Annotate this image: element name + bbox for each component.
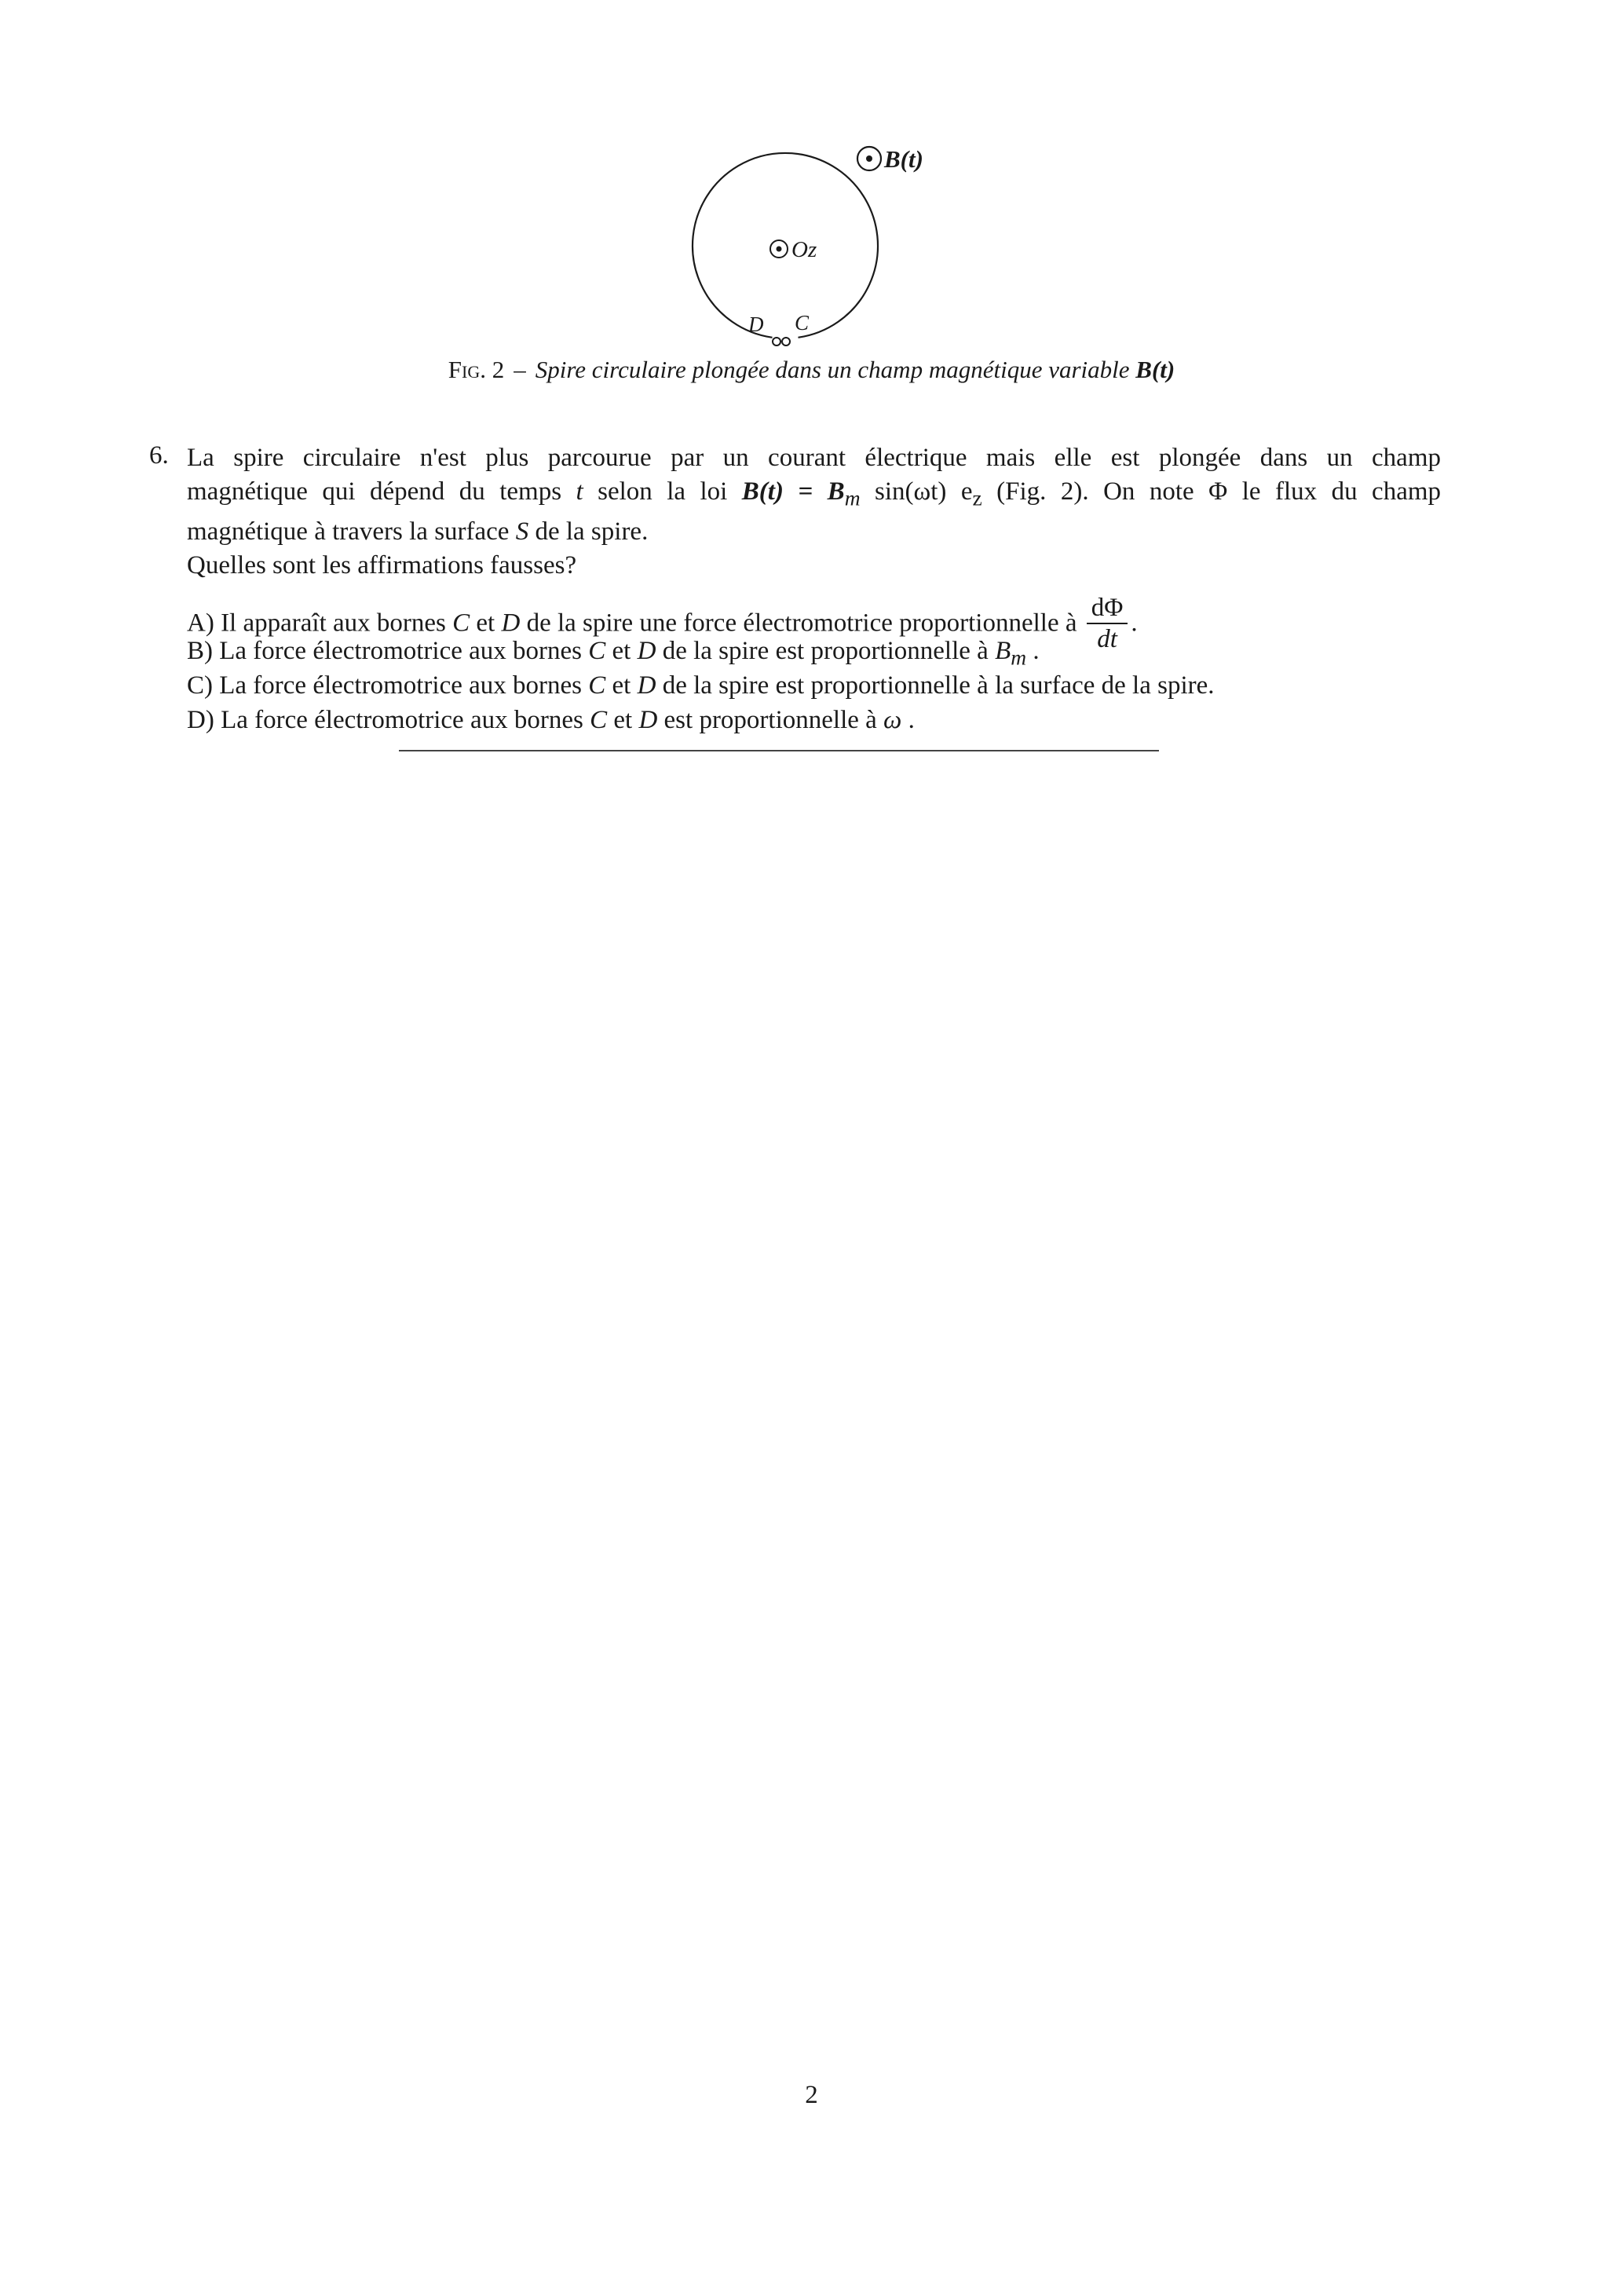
caption-symbol: B(t) — [1135, 356, 1175, 383]
field-dot-icon — [866, 155, 872, 162]
figure-caption — [0, 356, 1623, 384]
axis-label: Oz — [791, 237, 817, 262]
section-divider — [399, 750, 1159, 751]
question-prompt: Quelles sont les affirmations fausses? — [187, 550, 577, 579]
page-number: 2 — [805, 2081, 818, 2109]
caption-label: Fig. 2 — [448, 356, 505, 383]
terminal-d-label: D — [748, 313, 764, 336]
figure-circular-loop — [675, 133, 958, 369]
answer-d: D) La force électromotrice aux bornes C et D est proportionnelle à ω . — [187, 706, 915, 734]
caption-text: Spire circulaire plongée dans un champ magnétique variable — [535, 356, 1130, 383]
question-line-2: magnétique qui dépend du temps t selon la loi $B(t) = B_m$ sin(ωt) $e_z$ (Fig. 2). On note Φ le flux du champ — [187, 477, 1442, 510]
caption-separator: – — [514, 356, 526, 383]
loop-diagram — [675, 133, 958, 369]
axis-dot-icon — [777, 247, 782, 252]
answer-c: C) La force électromotrice aux bornes C et D de la spire est proportionnelle à la surface de la spire. — [187, 671, 1215, 700]
terminal-c-label: C — [795, 311, 810, 335]
terminal-d-dot — [773, 338, 780, 345]
question-text — [187, 441, 1441, 583]
loop-wire — [693, 153, 878, 338]
terminal-c-dot — [782, 338, 790, 345]
answer-a: A) Il apparaît aux bornes C et D de la spire une force électromotrice proportionnelle à $\frac{d\Phi}{dt}$ . — [187, 594, 1138, 653]
question-line-1: La spire circulaire n'est plus parcourue par un courant électrique mais elle est plongée dans un champ — [187, 444, 1441, 472]
question-line-3: magnétique à travers la surface S de la spire. — [187, 517, 649, 546]
question-number: 6. — [149, 441, 169, 470]
answer-b: B) La force électromotrice aux bornes C et D de la spire est proportionnelle à $B_m$ . — [187, 637, 1040, 670]
dphi-dt-fraction: $\frac{d\Phi}{dt}$ — [1087, 593, 1128, 654]
field-label: B(t) — [884, 145, 923, 173]
